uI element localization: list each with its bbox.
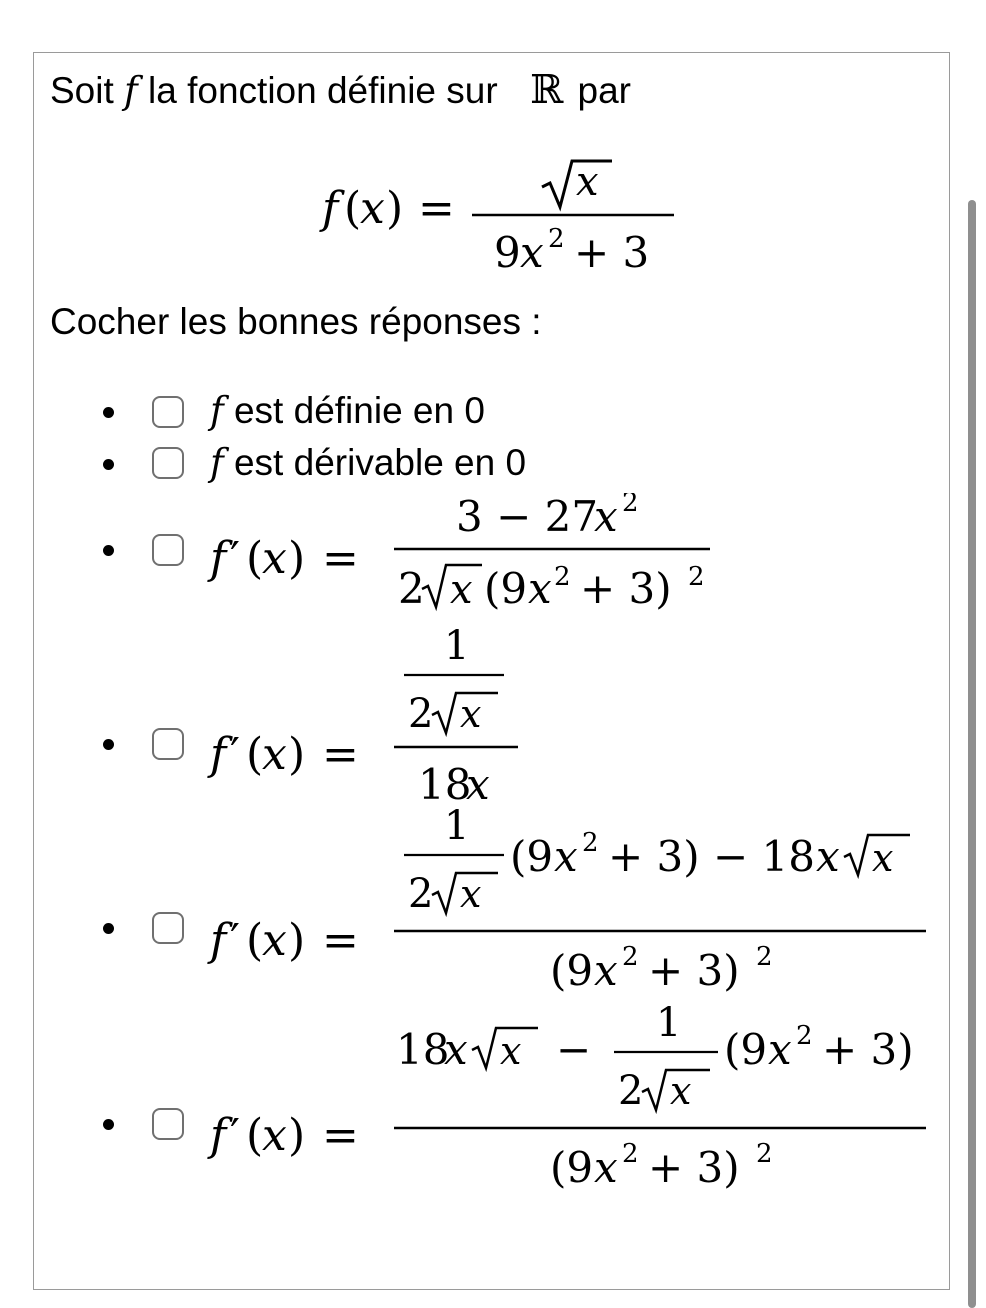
svg-text:1: 1	[444, 805, 470, 849]
svg-text:=: =	[322, 729, 359, 780]
svg-text:x: x	[262, 1110, 287, 1161]
svg-text:2: 2	[756, 1139, 773, 1169]
svg-text:x: x	[450, 567, 473, 613]
svg-text:(9: (9	[550, 1143, 594, 1192]
formula-text-mirror	[0, 0, 1, 1]
svg-text:x: x	[466, 760, 490, 809]
svg-text:′: ′	[230, 1110, 240, 1161]
svg-text:f: f	[210, 915, 227, 966]
svg-text:(9: (9	[724, 1025, 768, 1074]
svg-text:′: ′	[230, 729, 240, 780]
svg-text:x: x	[262, 729, 287, 780]
scrollbar[interactable]	[968, 200, 976, 1308]
svg-text:): )	[386, 183, 404, 234]
svg-text:x: x	[360, 183, 385, 234]
option-5-formula	[204, 805, 934, 995]
svg-text:+ 3: + 3	[574, 228, 650, 277]
svg-text:′: ′	[230, 915, 240, 966]
svg-text:(9: (9	[510, 832, 554, 881]
svg-text:x: x	[262, 915, 287, 966]
svg-text:x: x	[262, 533, 287, 584]
svg-text:2: 2	[408, 871, 434, 917]
option-6-formula	[204, 998, 934, 1198]
question-intro	[50, 67, 631, 113]
bullet	[103, 545, 114, 556]
option-3-formula	[204, 493, 724, 623]
svg-text:=: =	[322, 915, 359, 966]
option-checkbox-4[interactable]	[152, 728, 184, 760]
svg-text:=: =	[322, 1110, 359, 1161]
svg-text:(: (	[246, 915, 264, 966]
svg-text:x: x	[594, 1143, 618, 1192]
svg-text:): )	[288, 1110, 306, 1161]
svg-text:18: 18	[418, 760, 472, 809]
svg-text:x: x	[594, 946, 618, 995]
definition-formula	[314, 143, 674, 283]
svg-text:(: (	[246, 729, 264, 780]
svg-text:1: 1	[444, 623, 470, 669]
svg-text:2: 2	[688, 562, 705, 592]
svg-text:x: x	[444, 1025, 468, 1074]
option-checkbox-3[interactable]	[152, 534, 184, 566]
svg-text:2: 2	[756, 942, 773, 972]
svg-text:x: x	[768, 1025, 792, 1074]
svg-text:2: 2	[796, 1021, 813, 1051]
svg-text:(9: (9	[484, 564, 528, 613]
svg-text:): )	[288, 915, 306, 966]
svg-text:): )	[288, 729, 306, 780]
svg-text:x: x	[576, 159, 599, 205]
svg-text:f: f	[210, 729, 227, 780]
svg-text:2: 2	[408, 691, 434, 737]
svg-text:x: x	[554, 832, 578, 881]
option-checkbox-6[interactable]	[152, 1108, 184, 1140]
reals-symbol: ℝ	[529, 67, 564, 113]
svg-text:x: x	[460, 872, 482, 916]
option-checkbox-1[interactable]	[152, 396, 184, 428]
svg-text:x: x	[872, 836, 894, 880]
svg-text:9: 9	[494, 228, 521, 277]
svg-text:′: ′	[230, 533, 240, 584]
option-4-formula	[204, 623, 584, 813]
definition-lhs	[0, 0, 1, 1]
svg-text:−: −	[556, 1025, 592, 1074]
svg-text:2: 2	[582, 828, 599, 858]
question-card	[33, 52, 950, 1290]
option-2-text: est dérivable en 0	[233, 442, 527, 483]
svg-text:x: x	[460, 692, 482, 736]
svg-text:=: =	[418, 183, 455, 234]
svg-text:(: (	[246, 1110, 264, 1161]
svg-text:(: (	[246, 533, 264, 584]
svg-text:+ 3): + 3)	[648, 946, 740, 995]
svg-text:2: 2	[622, 942, 639, 972]
svg-text:+ 3): + 3)	[580, 564, 672, 613]
svg-text:2: 2	[622, 493, 639, 518]
function-symbol: f	[124, 69, 138, 112]
svg-text:f: f	[322, 183, 339, 234]
svg-text:2: 2	[554, 562, 571, 592]
svg-text:18: 18	[396, 1025, 450, 1074]
bullet	[103, 407, 114, 418]
bullet	[103, 459, 114, 470]
svg-text:2: 2	[622, 1139, 639, 1169]
option-1	[210, 389, 485, 432]
svg-text:x: x	[816, 832, 840, 881]
svg-text:f: f	[210, 533, 227, 584]
option-1-symbol: f	[210, 389, 224, 432]
svg-text:x: x	[520, 228, 544, 277]
svg-text:+ 3) − 18: + 3) − 18	[608, 832, 815, 881]
option-checkbox-5[interactable]	[152, 912, 184, 944]
svg-text:(9: (9	[550, 946, 594, 995]
intro-suffix: par	[577, 70, 631, 111]
bullet	[103, 923, 114, 934]
svg-text:+ 3): + 3)	[822, 1025, 914, 1074]
option-checkbox-2[interactable]	[152, 447, 184, 479]
instruction-text: Cocher les bonnes réponses :	[50, 301, 542, 342]
svg-text:=: =	[322, 533, 359, 584]
bullet	[103, 739, 114, 750]
svg-text:x: x	[670, 1069, 692, 1113]
svg-text:1: 1	[656, 1000, 682, 1046]
svg-text:2: 2	[618, 1068, 644, 1114]
bullet	[103, 1119, 114, 1130]
svg-text:x: x	[528, 564, 552, 613]
svg-text:): )	[288, 533, 306, 584]
svg-text:f: f	[210, 1110, 227, 1161]
svg-text:+ 3): + 3)	[648, 1143, 740, 1192]
svg-text:x: x	[594, 493, 618, 541]
svg-text:x: x	[500, 1029, 522, 1073]
option-1-text: est définie en 0	[233, 390, 485, 431]
svg-text:3 − 27: 3 − 27	[456, 493, 599, 541]
svg-text:2: 2	[548, 224, 565, 254]
intro-middle: la fonction définie sur	[148, 70, 498, 111]
option-2	[210, 441, 526, 484]
option-2-symbol: f	[210, 441, 224, 484]
svg-text:2: 2	[398, 564, 425, 613]
intro-prefix: Soit	[50, 70, 114, 111]
svg-text:(: (	[344, 183, 362, 234]
